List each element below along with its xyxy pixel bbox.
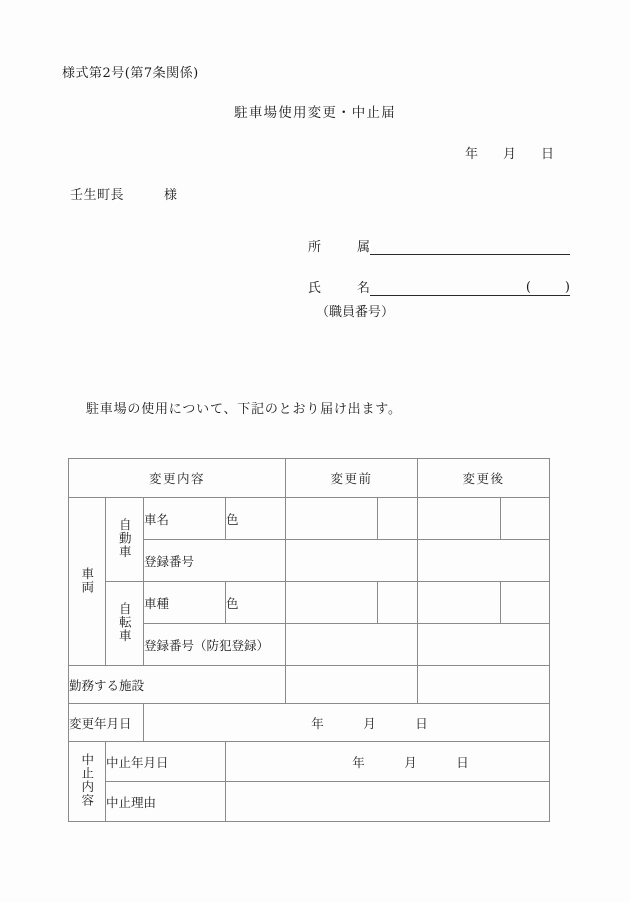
table-row-change-date	[69, 704, 550, 742]
field-facility-before[interactable]	[286, 666, 418, 704]
addressee-honorific: 様	[164, 188, 178, 203]
date-day-label: 日	[541, 147, 555, 162]
label-car: 自動車	[106, 498, 144, 582]
header-change-content: 変更内容	[69, 459, 286, 498]
field-cancel-reason[interactable]	[226, 782, 550, 822]
field-bicycle-registration-before[interactable]	[286, 624, 418, 666]
header-after: 変更後	[418, 459, 550, 498]
cancel-date-day: 日	[456, 754, 469, 770]
field-car-name-after[interactable]	[418, 498, 501, 540]
table-row-facility	[69, 666, 550, 704]
label-car-registration: 登録番号	[144, 540, 286, 582]
change-date-day: 日	[415, 715, 428, 731]
employee-number-label: （職員番号）	[316, 305, 395, 320]
document-title: 駐車場使用変更・中止届	[234, 105, 396, 121]
date-month-label: 月	[503, 147, 517, 162]
name-input-line[interactable]	[370, 278, 570, 296]
field-bicycle-registration-after[interactable]	[418, 624, 550, 666]
seal-paren-open: (	[525, 280, 531, 295]
label-cancel-reason: 中止理由	[106, 782, 226, 822]
date-year-label: 年	[465, 147, 479, 162]
field-car-registration-before[interactable]	[286, 540, 418, 582]
table-header-row	[69, 459, 550, 498]
body-statement: 駐車場の使用について、下記のとおり届け出ます。	[86, 402, 402, 417]
affiliation-label-char-1: 所	[308, 240, 322, 255]
label-facility: 勤務する施設	[69, 666, 286, 704]
seal-paren-close: )	[564, 280, 570, 295]
name-label	[308, 277, 370, 296]
field-car-color-after[interactable]	[501, 498, 550, 540]
table-row-car-name	[69, 498, 550, 540]
cancel-date-month: 月	[404, 754, 417, 770]
label-bicycle-registration: 登録番号（防犯登録）	[144, 624, 286, 666]
label-bicycle-color: 色	[226, 582, 286, 624]
label-bicycle-type: 車種	[144, 582, 226, 624]
form-number: 様式第2号(第7条関係)	[62, 66, 199, 81]
table-row-cancel-reason	[69, 782, 550, 822]
label-bicycle: 自転車	[106, 582, 144, 666]
table-row-bicycle-type	[69, 582, 550, 624]
name-row	[308, 277, 570, 296]
label-cancel-content: 中止内容	[69, 742, 106, 822]
affiliation-label	[308, 236, 370, 255]
date-line	[465, 143, 554, 162]
field-car-color-before[interactable]	[378, 498, 418, 540]
field-cancel-date[interactable]	[226, 742, 550, 782]
cancel-date-year: 年	[352, 754, 365, 770]
change-date-month: 月	[363, 715, 376, 731]
table-row-cancel-date	[69, 742, 550, 782]
seal-parentheses	[526, 281, 570, 295]
name-label-char-1: 氏	[308, 281, 322, 296]
field-bicycle-color-before[interactable]	[378, 582, 418, 624]
field-bicycle-type-after[interactable]	[418, 582, 501, 624]
affiliation-input-line[interactable]	[370, 237, 570, 255]
field-bicycle-color-after[interactable]	[501, 582, 550, 624]
change-date-year: 年	[311, 715, 324, 731]
label-car-color: 色	[226, 498, 286, 540]
label-car-name: 車名	[144, 498, 226, 540]
parking-change-table	[68, 458, 550, 822]
addressee-name: 壬生町長	[70, 188, 125, 203]
label-change-date: 変更年月日	[69, 704, 144, 742]
field-bicycle-type-before[interactable]	[286, 582, 378, 624]
field-car-registration-after[interactable]	[418, 540, 550, 582]
addressee-line	[70, 184, 178, 203]
label-vehicle: 車両	[69, 498, 106, 666]
header-before: 変更前	[286, 459, 418, 498]
name-label-char-2: 名	[356, 281, 370, 296]
field-car-name-before[interactable]	[286, 498, 378, 540]
affiliation-label-char-2: 属	[356, 240, 370, 255]
affiliation-row	[308, 236, 570, 255]
field-change-date[interactable]	[144, 704, 550, 742]
field-facility-after[interactable]	[418, 666, 550, 704]
label-cancel-date: 中止年月日	[106, 742, 226, 782]
